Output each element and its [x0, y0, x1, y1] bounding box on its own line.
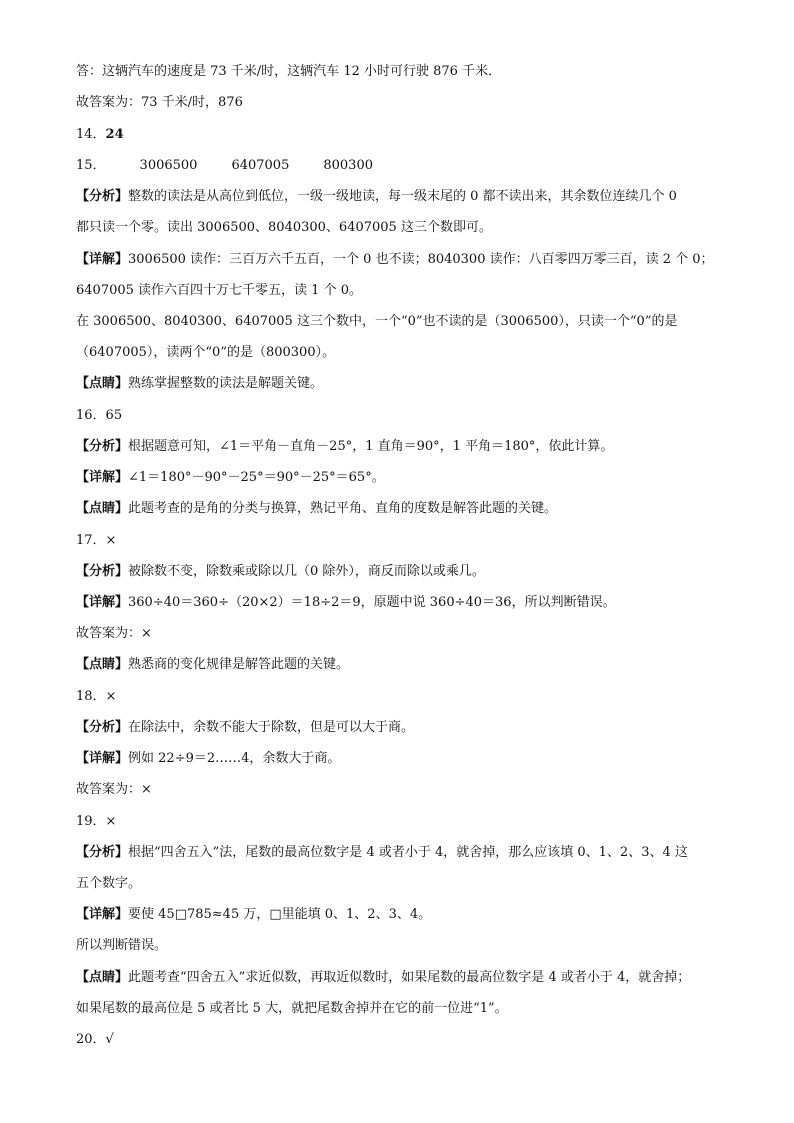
detail-tag: 【详解】 — [76, 470, 129, 485]
q15-point — [76, 375, 726, 393]
q15-detail-line-1 — [76, 251, 726, 269]
analysis-text: 被除数不变，除数乘或除以几（0 除外），商反而除以或乘几。 — [128, 564, 485, 579]
point-text: 熟练掌握整数的读法是解题关键。 — [128, 376, 324, 391]
question-15 — [76, 157, 726, 175]
detail-tag: 【详解】 — [76, 751, 129, 766]
q19-analysis-line-2: 五个数字。 — [76, 876, 142, 891]
analysis-tag: 【分析】 — [76, 845, 129, 860]
q15-detail-line-3: 在 3006500、8040300、6407005 这三个数中，一个“0”也不读的是（3006500），只读一个“0”的是 — [76, 314, 678, 329]
q17-detail — [76, 594, 726, 612]
q15-detail-line-2: 6407005 读作六百四十万七千零五，读 1 个 0。 — [76, 283, 362, 298]
answer-blank-2: 6407005 — [231, 158, 290, 173]
detail-text: 例如 22÷9＝2……4，余数大于商。 — [128, 751, 341, 766]
question-16: 16．65 — [76, 408, 123, 423]
q19-point-line-1 — [76, 969, 726, 987]
question-number: 14． — [76, 127, 106, 142]
question-17: 17．× — [76, 533, 117, 548]
q16-detail — [76, 469, 726, 487]
q17-point — [76, 656, 726, 674]
analysis-text: 在除法中，余数不能大于除数，但是可以大于商。 — [128, 720, 415, 735]
detail-tag: 【详解】 — [76, 595, 129, 610]
q18-detail — [76, 750, 726, 768]
point-tag: 【点睛】 — [76, 657, 129, 672]
q16-analysis — [76, 438, 726, 456]
answer-statement: 答：这辆汽车的速度是 73 千米/时，这辆汽车 12 小时可行驶 876 千米． — [76, 64, 502, 79]
analysis-tag: 【分析】 — [76, 189, 129, 204]
q18-answer: 故答案为：× — [76, 782, 152, 797]
q16-point — [76, 500, 726, 518]
q19-point-line-2: 如果尾数的最高位是 5 或者比 5 大，就把尾数舍掉并在它的前一位进“1”。 — [76, 1001, 508, 1016]
answer-blank-3: 800300 — [323, 158, 373, 173]
q15-analysis-line-1 — [76, 188, 726, 206]
point-text: 此题考查“四舍五入”求近似数，再取近似数时，如果尾数的最高位数字是 4 或者小于 4，就舍掉； — [128, 970, 691, 985]
answer-line: 故答案为：73 千米/时，876 — [76, 95, 243, 110]
question-19: 19．× — [76, 814, 117, 829]
analysis-tag: 【分析】 — [76, 439, 129, 454]
question-20: 20．√ — [76, 1032, 114, 1047]
q15-analysis-line-2: 都只读一个零。读出 3006500、8040300、6407005 这三个数即可。 — [76, 220, 492, 235]
point-text: 熟悉商的变化规律是解答此题的关键。 — [128, 657, 350, 672]
question-14 — [76, 126, 726, 144]
q18-analysis — [76, 719, 726, 737]
point-tag: 【点睛】 — [76, 970, 129, 985]
question-number: 15． — [76, 158, 106, 173]
analysis-tag: 【分析】 — [76, 564, 129, 579]
point-tag: 【点睛】 — [76, 501, 129, 516]
q17-analysis — [76, 563, 726, 581]
question-answer: 24 — [105, 127, 124, 142]
detail-text: 3006500 读作：三百万六千五百，一个 0 也不读；8040300 读作：八百零四万零三百，读 2 个 0； — [128, 252, 714, 267]
q19-judgement: 所以判断错误。 — [76, 938, 168, 953]
question-18: 18．× — [76, 689, 117, 704]
detail-text: 360÷40＝360÷（20×2）＝18÷2＝9，原题中说 360÷40＝36，所以判断错误。 — [128, 595, 616, 610]
detail-tag: 【详解】 — [76, 252, 129, 267]
answer-blank-1: 3006500 — [139, 158, 198, 173]
q15-detail-line-4: （6407005），读两个“0”的是（800300）。 — [76, 345, 336, 360]
point-text: 此题考查的是角的分类与换算，熟记平角、直角的度数是解答此题的关键。 — [128, 501, 558, 516]
q19-analysis-line-1 — [76, 844, 726, 862]
detail-text: ∠1＝180°－90°－25°＝90°－25°＝65°。 — [128, 470, 385, 485]
q19-detail — [76, 906, 726, 924]
analysis-text: 整数的读法是从高位到低位，一级一级地读，每一级末尾的 0 都不读出来，其余数位连续几个 0 — [128, 189, 677, 204]
point-tag: 【点睛】 — [76, 376, 129, 391]
analysis-text: 根据“四舍五入”法，尾数的最高位数字是 4 或者小于 4，就舍掉，那么应该填 0、1、2、3、4 这 — [128, 845, 688, 860]
analysis-text: 根据题意可知，∠1＝平角－直角－25°，1 直角＝90°，1 平角＝180°，依此计算。 — [128, 439, 614, 454]
detail-text: 要使 45□785≈45 万，□里能填 0、1、2、3、4。 — [128, 907, 432, 922]
analysis-tag: 【分析】 — [76, 720, 129, 735]
detail-tag: 【详解】 — [76, 907, 129, 922]
q17-answer: 故答案为：× — [76, 626, 152, 641]
